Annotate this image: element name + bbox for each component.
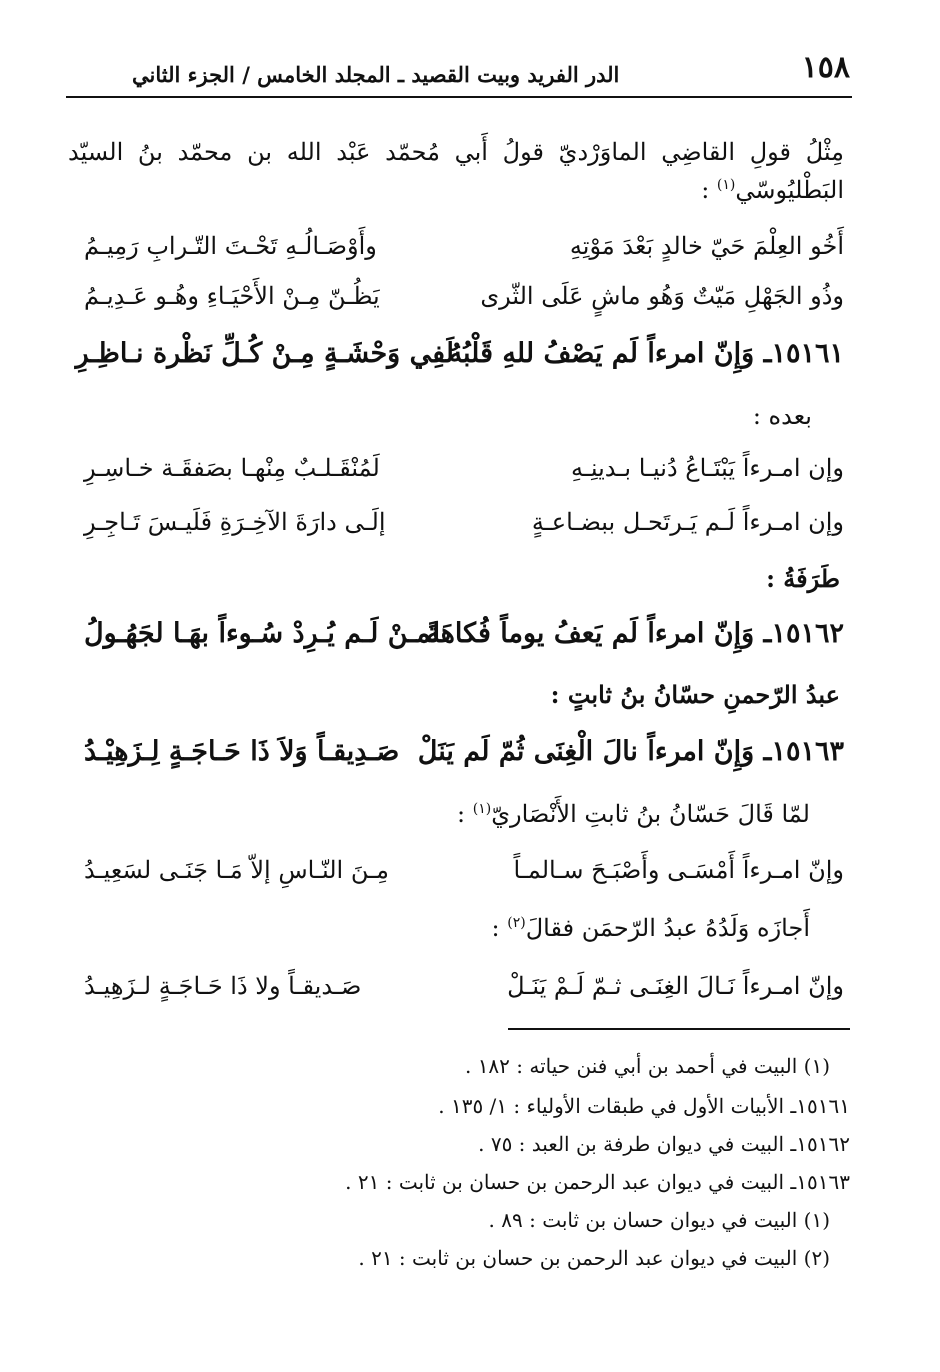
- verse-second-hemistich: مِـنَ النّـاسِ إلاّ مَـا جَنَـى لسَعِيـدُ: [84, 856, 390, 884]
- footnote: (١) البيت في ديوان حسان بن ثابت : ٨٩ .: [488, 1208, 830, 1232]
- page-number: ١٥٨: [801, 50, 850, 85]
- after-label: بعده :: [752, 402, 812, 430]
- hassan-intro-colon: :: [457, 800, 473, 828]
- verse-row: [84, 972, 844, 1012]
- verse-first-hemistich: ١٥١٦٢ـ وَإِنّ امرءاً لَم يَعفُ يوماً فُكاهَةً: [426, 618, 844, 649]
- intro-line-2-text: البَطْليُوسّي: [735, 176, 844, 204]
- footnote: ١٥١٦١ـ الأبيات الأول في طبقات الأولياء : ١/ ١٣٥ .: [438, 1094, 850, 1118]
- verse-second-hemistich: يَظُـنّ مِـنْ الأَحْيَـاءِ وهُـو عَـدِيـمُ: [84, 282, 380, 310]
- footnote: (٢) البيت في ديوان عبد الرحمن بن حسان بن ثابت : ٢١ .: [358, 1246, 830, 1270]
- entry-15162-verse: [84, 618, 844, 658]
- footnote: ١٥١٦٣ـ البيت في ديوان عبد الرحمن بن حسان بن ثابت : ٢١ .: [345, 1170, 850, 1194]
- verse-first-hemistich: وإن امـرءاً يَبْتَـاعُ دُنيـا بـدينِـهِ: [570, 454, 844, 482]
- entry-15161-verse: [75, 338, 844, 378]
- verse-second-hemistich: لمـنْ لَـم يُـرِدْ سُـوءاً بهَـا لجَهُـولُ: [84, 618, 441, 649]
- verse-first-hemistich: وإنّ امـرءاً نَـالَ الغِنَـى ثـمّ لَـمْ يَنَـلْ: [507, 972, 844, 1000]
- hassan-intro-line: [34, 800, 810, 828]
- poet-label-abd: عبدُ الرّحمنِ حسّانُ بنُ ثابتٍ :: [550, 680, 840, 709]
- footnote-marker: (٢): [507, 915, 526, 931]
- verse-first-hemistich: وذُو الجَهْلِ مَيّتٌ وَهُو ماشٍ عَلَى الثّرى: [480, 282, 844, 310]
- verse-second-hemistich: إلَـى دارَةَ الآخِـرَةِ فَلَيـسَ تَـاجِـرِ: [84, 508, 386, 536]
- running-header-title: الدر الفريد وبيت القصيد ـ المجلد الخامس / الجزء الثاني: [132, 62, 620, 87]
- entry-15163-verse: [84, 736, 844, 776]
- intro-line-2: [68, 176, 844, 204]
- verse-second-hemistich: صَـدِيقـاً وَلاَ ذَا حَـاجَـةٍ لِـزَهِيْـدُ: [84, 736, 400, 767]
- verse-first-hemistich: أَخُو العِلْمَ حَيّ خالدٍ بَعْدَ مَوْتِهِ: [569, 232, 844, 260]
- verse-row: [84, 454, 844, 494]
- verse-second-hemistich: لَفِي وَحْشَـةٍ مِـنْ كُـلِّ نَظْرة نـاظِـرِ: [75, 338, 454, 369]
- verse-row: [84, 508, 844, 548]
- verse-second-hemistich: صَـديقـاً ولا ذَا حَـاجَـةٍ لـزَهِيـدُ: [84, 972, 362, 1000]
- verse-first-hemistich: وإنّ امـرءاً أَمْسَـى وأَصْبَـحَ سـالمـاً: [513, 856, 844, 884]
- verse-row: [84, 282, 844, 322]
- ajazahu-colon: :: [491, 914, 508, 942]
- verse-second-hemistich: وأَوْصَـالُـهِ تَحْـتَ التّـرابِ رَمِيـمُ: [84, 232, 377, 260]
- footnote-marker: (١): [472, 801, 492, 817]
- footnote: (١) البيت في أحمد بن أبي فنن حياته : ١٨٢ .: [464, 1054, 830, 1078]
- footnote: ١٥١٦٢ـ البيت في ديوان طرفة بن العبد : ٧٥ .: [478, 1132, 850, 1156]
- intro-line-1: مِثْلُ قولِ القاضِي الماوَرْديّ قولُ أَبي مُحمّد عَبْد الله بن محمّد بنُ السيّد: [68, 138, 844, 166]
- verse-row: [84, 232, 844, 272]
- ajazahu-line: [34, 914, 810, 942]
- footnote-divider: [508, 1028, 850, 1030]
- verse-first-hemistich: ١٥١٦١ـ وَإِنّ امرءاً لَم يَصْفُ للهِ قَلْبُهُ: [448, 338, 844, 369]
- ajazahu-text: أَجازَه وَلَدُهُ عبدُ الرّحمَن فقالَ: [525, 914, 810, 942]
- intro-line-2-colon: :: [701, 176, 717, 204]
- header-divider: [66, 96, 852, 98]
- footnote-marker: (١): [716, 177, 736, 193]
- verse-second-hemistich: لَمُنْقَـلـبٌ مِنْهـا بصَفقَـة خـاسِـرِ: [84, 454, 380, 482]
- poet-label-tarafa: طَرَفَةُ :: [766, 564, 840, 593]
- verse-row: [84, 856, 844, 896]
- hassan-intro-text: لمّا قَالَ حَسّانُ بنُ ثابتِ الأَنْصَاريّ: [491, 800, 810, 828]
- verse-first-hemistich: وإن امـرءاً لَـم يَـرتَحـل ببضـاعـةٍ: [531, 508, 844, 536]
- verse-first-hemistich: ١٥١٦٣ـ وَإِنّ امرءاً نالَ الْغِنَى ثُمّ لَم يَنَلْ: [417, 736, 844, 767]
